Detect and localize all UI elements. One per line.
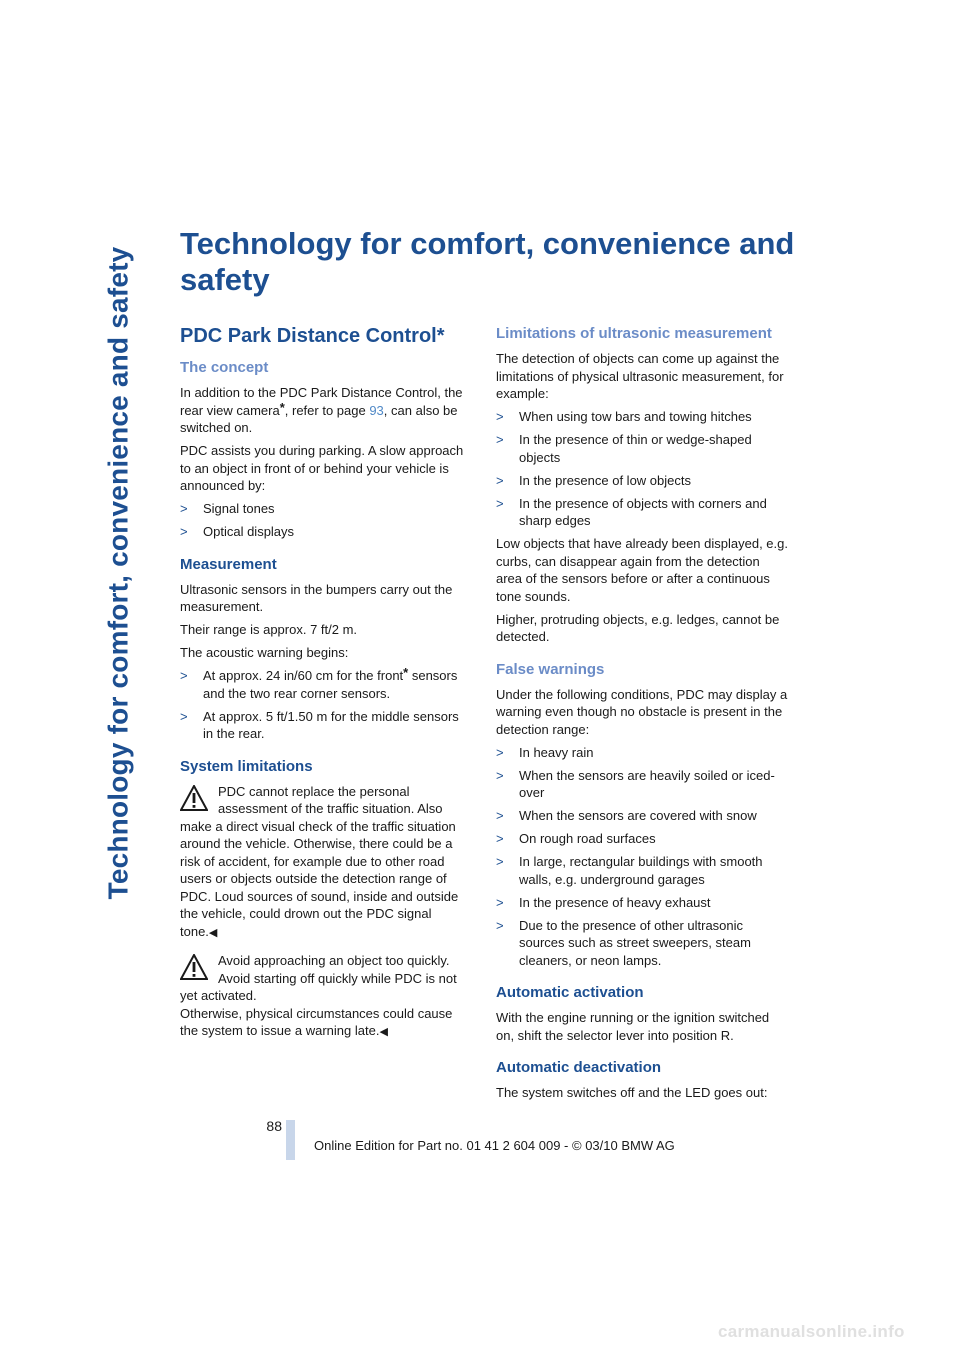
concept-list bbox=[180, 500, 472, 541]
list-item: > When the sensors are heavily soiled or iced-over bbox=[496, 767, 775, 800]
concept-paragraph-1: In addition to the PDC Park Distance Control, the rear view camera*, refer to page 93, can also be switched on. bbox=[180, 385, 463, 435]
list-item: > In the presence of thin or wedge-shaped objects bbox=[496, 432, 752, 465]
end-mark: ◀ bbox=[208, 926, 218, 939]
activation-paragraph: With the engine running or the ignition switched on, shift the selector lever into position R. bbox=[496, 1010, 770, 1043]
activation-heading: Automatic activation bbox=[496, 984, 644, 1001]
side-chapter-label: Technology for comfort, convenience and safety bbox=[102, 246, 133, 900]
list-item: > When using tow bars and towing hitches bbox=[496, 409, 752, 424]
warning-triangle-icon bbox=[180, 954, 208, 980]
page-title: Technology for comfort, convenience and safety bbox=[180, 226, 795, 297]
concept-paragraph-2: PDC assists you during parking. A slow approach to an object in front of or behind your vehicle is announced by: bbox=[180, 443, 464, 493]
list-item: > At approx. 24 in/60 cm for the front* sensors and the two rear corner sensors. bbox=[180, 665, 458, 701]
ultrasonic-paragraph-2: Low objects that have already been displayed, e.g. curbs, can disappear again from the detection area of the sensors before or after a continuous tone sounds. bbox=[496, 536, 788, 604]
list-item: > Signal tones bbox=[180, 501, 275, 516]
deactivation-heading: Automatic deactivation bbox=[496, 1059, 662, 1076]
deactivation-paragraph: The system switches off and the LED goes out: bbox=[496, 1085, 768, 1100]
left-column bbox=[180, 322, 472, 1052]
page-link-93[interactable]: 93 bbox=[369, 402, 384, 418]
warning-block-1: PDC cannot replace the personal assessment of the traffic situation. Also make a direct visual check of the traffic situation around the vehicle. Otherwise, there could be a risk of accident, for example due to other road users or objects outside the detection range of PDC. Loud sources of sound, inside and outside the vehicle, could drown out the PDC signal tone.◀ bbox=[180, 783, 459, 939]
limitations-heading: System limitations bbox=[180, 757, 313, 775]
footer-edition-text: Online Edition for Part no. 01 41 2 604 009 - © 03/10 BMW AG bbox=[314, 1138, 675, 1153]
section-title: PDC Park Distance Control* bbox=[180, 325, 445, 347]
ultrasonic-list bbox=[496, 408, 788, 530]
watermark: carmanualsonline.info bbox=[718, 1322, 905, 1341]
end-mark: ◀ bbox=[379, 1026, 388, 1038]
false-warnings-paragraph: Under the following conditions, PDC may display a warning even though no obstacle is present in the detection range: bbox=[496, 686, 788, 737]
concept-heading: The concept bbox=[180, 359, 269, 376]
warning-triangle-icon bbox=[180, 785, 208, 811]
ultrasonic-paragraph-1: The detection of objects can come up against the limitations of physical ultrasonic measurement, for example: bbox=[496, 351, 784, 401]
ultrasonic-paragraph-3: Higher, protruding objects, e.g. ledges, cannot be detected. bbox=[496, 611, 780, 644]
measurement-heading: Measurement bbox=[180, 555, 277, 573]
footer-accent-bar bbox=[286, 1120, 295, 1160]
list-item: > In the presence of heavy exhaust bbox=[496, 894, 711, 910]
list-item: > In large, rectangular buildings with smooth walls, e.g. underground garages bbox=[496, 854, 763, 887]
list-item: > At approx. 5 ft/1.50 m for the middle sensors in the rear. bbox=[180, 708, 459, 741]
measurement-paragraph-1: Ultrasonic sensors in the bumpers carry out the measurement. bbox=[180, 581, 453, 614]
false-warnings-heading: False warnings bbox=[496, 660, 605, 678]
list-item: > Due to the presence of other ultrasonic sources such as street sweepers, steam cleaners, or neon lamps. bbox=[496, 917, 751, 968]
list-item: > Optical displays bbox=[180, 524, 295, 539]
list-item: > In the presence of objects with corners and sharp edges bbox=[496, 495, 767, 528]
page-number: 88 bbox=[266, 1118, 282, 1134]
measurement-list bbox=[180, 667, 472, 743]
measurement-paragraph-2: Their range is approx. 7 ft/2 m. bbox=[180, 622, 358, 637]
list-item: > When the sensors are covered with snow bbox=[496, 808, 757, 823]
measurement-paragraph-3: The acoustic warning begins: bbox=[180, 645, 349, 660]
side-chapter-tab bbox=[82, 228, 154, 918]
list-item: > In heavy rain bbox=[496, 744, 594, 760]
list-item: > On rough road surfaces bbox=[496, 831, 656, 846]
right-column bbox=[496, 322, 788, 1107]
ultrasonic-heading: Limitations of ultrasonic measurement bbox=[496, 325, 772, 342]
false-warnings-list bbox=[496, 744, 788, 970]
warning-block-2: Avoid approaching an object too quickly. Avoid starting off quickly while PDC is not yet activated. Otherwise, physical circumstances could cause the system to issue a warning late.◀ bbox=[180, 953, 457, 1038]
list-item: > In the presence of low objects bbox=[496, 472, 691, 488]
